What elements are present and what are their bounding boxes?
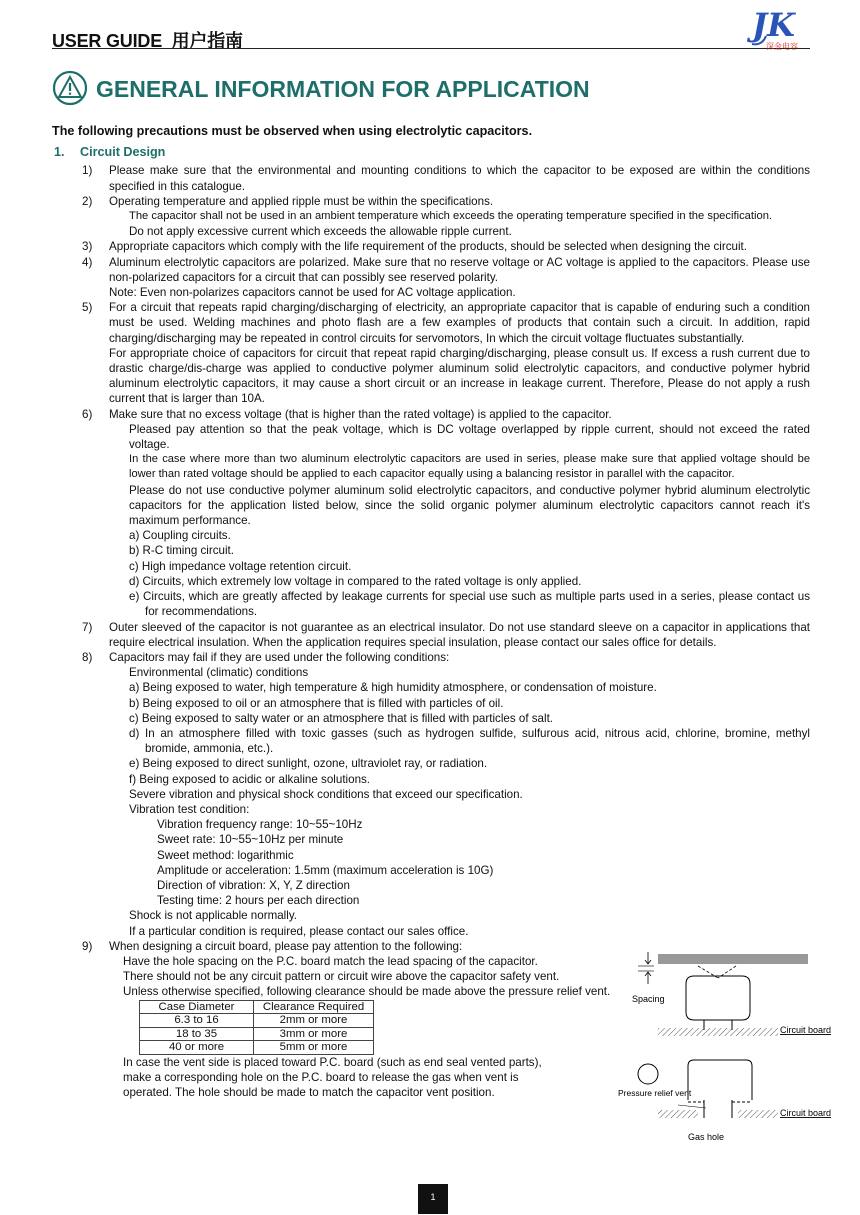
sub-item-a: a) Coupling circuits. <box>129 529 231 543</box>
item-text: Make sure that no excess voltage (that is higher than the rated voltage) is applied to the capacitor. <box>109 407 612 421</box>
vibration-spec: Direction of vibration: X, Y, Z direction <box>157 878 350 892</box>
item-text: When designing a circuit board, please pay attention to the following: <box>109 939 463 953</box>
item-text: Please make sure that the environmental and mounting conditions to which the capacitor to be exposed are within the conditions specified in this catalogue. <box>109 164 810 193</box>
table-cell: 6.3 to 16 <box>140 1014 254 1028</box>
item-number: 3) <box>82 240 93 254</box>
intro-text: The following precautions must be observed when using electrolytic capacitors. <box>52 124 533 138</box>
item-note: Note: Even non-polarizes capacitors cannot be used for AC voltage application. <box>109 286 516 300</box>
item-number: 1) <box>82 164 93 178</box>
item-detail: Pleased pay attention so that the peak voltage, which is DC voltage overlapped by ripple current, should not exceed the rated voltage. <box>129 422 810 452</box>
heading-number: 1. <box>54 145 65 160</box>
sub-item-c: c) Being exposed to salty water or an atmosphere that is filled with particles of salt. <box>129 711 554 725</box>
item-text: Capacitors may fail if they are used under the following conditions: <box>109 650 450 664</box>
table-cell: 18 to 35 <box>140 1027 254 1041</box>
item-number: 5) <box>82 301 93 315</box>
section-title: GENERAL INFORMATION FOR APPLICATION <box>96 76 590 102</box>
item-detail: The capacitor shall not be used in an ambient temperature which exceeds the operating temperature specified in the specification. <box>129 210 773 223</box>
list-item-3 <box>52 239 810 254</box>
list-item-6 <box>52 407 810 620</box>
circuit-board-label-1: Circuit board <box>780 1025 832 1035</box>
list-item-9 <box>52 939 619 1101</box>
table-header: Clearance Required <box>254 1000 374 1014</box>
heading-label: Circuit Design <box>80 145 166 160</box>
list-item-1 <box>52 163 810 193</box>
sub-item-c: c) High impedance voltage retention circuit. <box>129 559 352 573</box>
table-cell: 2mm or more <box>254 1014 374 1028</box>
vibration-spec: Vibration frequency range: 10~55~10Hz <box>157 818 363 832</box>
circuit-board-label-2: Circuit board <box>780 1108 832 1118</box>
table-header: Case Diameter <box>140 1000 254 1014</box>
table-cell: 5mm or more <box>254 1041 374 1055</box>
table-row <box>140 1041 374 1055</box>
item-text: Aluminum electrolytic capacitors are polarized. Make sure that no reserve voltage or AC voltage is applied to the capacitors. Please use non-polarized capacitors for a circuit that can possibly see reserved polarity. <box>109 255 810 284</box>
item-detail: In the case where more than two aluminum electrolytic capacitors are used in series, please make sure that applied voltage should be lower than rated voltage should be applied to each capacitor equally using a balancing resistor in parallel with the capacitor. <box>129 453 810 481</box>
environment-heading: Environmental (climatic) conditions <box>129 666 309 680</box>
page-header <box>52 22 812 50</box>
vibration-spec: Sweet rate: 10~55~10Hz per minute <box>157 833 344 847</box>
logo-text: 深金电容 <box>766 42 798 51</box>
list-item-5 <box>52 300 810 406</box>
capacitor-mounting-diagram <box>618 950 832 1150</box>
item-number: 2) <box>82 194 93 208</box>
heading-circuit-design <box>54 145 810 160</box>
item-detail: Do not apply excessive current which exceeds the allowable ripple current. <box>129 225 512 239</box>
contact-text: If a particular condition is required, please contact our sales office. <box>129 924 469 938</box>
company-logo <box>748 6 812 50</box>
table-cell: 40 or more <box>140 1041 254 1055</box>
list-item-4 <box>52 255 810 301</box>
header-title: USER GUIDE 用户指南 <box>52 31 243 51</box>
item-number: 6) <box>82 407 93 421</box>
page-number: 1 <box>418 1184 448 1214</box>
item-detail: Have the hole spacing on the P.C. board match the lead spacing of the capacitor. <box>123 954 538 968</box>
list-item-2 <box>52 194 810 240</box>
warning-triangle-icon <box>52 70 88 106</box>
sub-item-d: d) In an atmosphere filled with toxic gasses (such as hydrogen sulfide, sulfurous acid, nitrous acid, chlorine, bromine, methyl bromide, ammonia, etc.). <box>129 726 810 756</box>
item-detail: In case the vent side is placed toward P.C. board (such as end seal vented parts), make a corresponding hole on the P.C. board to release the gas when vent is operated. The hole should be made to match the capacitor vent position. <box>123 1055 542 1100</box>
item-number: 7) <box>82 620 93 634</box>
list-item-8 <box>52 650 810 939</box>
logo-mark: JK <box>752 6 795 44</box>
sub-item-a: a) Being exposed to water, high temperature & high humidity atmosphere, or condensation of moisture. <box>129 681 657 695</box>
item-detail: Please do not use conductive polymer aluminum solid electrolytic capacitors, and conductive polymer hybrid aluminum electrolytic capacitors for the application listed below, since the solid organic polymer aluminum electrolytic capacitors cannot reach it's maximum performance. <box>129 483 810 528</box>
item-number: 9) <box>82 939 93 953</box>
item-text: Outer sleeved of the capacitor is not guarantee as an electrical insulator. Do not use standard sleeve on a capacitor in applications that require electrical insulation. When the application requires special insulation, please contact our sales office for details. <box>109 620 810 649</box>
vibration-spec: Amplitude or acceleration: 1.5mm (maximum acceleration is 10G) <box>157 863 494 877</box>
table-cell: 3mm or more <box>254 1027 374 1041</box>
item-number: 4) <box>82 255 93 269</box>
item-number: 8) <box>82 650 93 664</box>
item-text: Operating temperature and applied ripple must be within the specifications. <box>109 194 494 208</box>
sub-item-e: e) Circuits, which are greatly affected by leakage currents for special use such as multiple parts used in a series, please contact us for recommendations. <box>129 590 810 619</box>
sub-item-b: b) Being exposed to oil or an atmosphere that is filled with particles of oil. <box>129 696 504 710</box>
sub-item-f: f) Being exposed to acidic or alkaline solutions. <box>129 772 371 786</box>
item-detail: Unless otherwise specified, following clearance should be made above the pressure relief vent. <box>123 985 611 999</box>
severe-vibration-text: Severe vibration and physical shock conditions that exceed our specification. <box>129 787 523 801</box>
shock-text: Shock is not applicable normally. <box>129 909 297 923</box>
list-item-7 <box>52 620 810 650</box>
item-detail: There should not be any circuit pattern or circuit wire above the capacitor safety vent. <box>123 970 560 984</box>
table-row <box>140 1027 374 1041</box>
item-text: For a circuit that repeats rapid charging/discharging of electricity, an appropriate capacitor that is capable of enduring such a condition must be used. Welding machines and photo flash are a few examples of products that contain such a circuit. In addition, rapid charging/discharging may be repeated in control circuits for servomotors, In which the circuit voltage fluctuates substantially. <box>109 301 810 345</box>
table-header-row <box>140 1000 374 1014</box>
vibration-spec: Sweet method: logarithmic <box>157 848 294 862</box>
item-detail: For appropriate choice of capacitors for circuit that repeat rapid charging/discharging, please consult us. If excess a rush current due to drastic charge/dis-charge was applied to conductive polymer aluminum solid electrolytic capacitors, and conductive polymer hybrid aluminum electrolytic capacitors, it may cause a short circuit or an increase in leakage current. Therefore, Please do not apply a rush current that is larger than 10A. <box>109 346 810 406</box>
sub-item-d: d) Circuits, which extremely low voltage in compared to the rated voltage is only applied. <box>129 574 582 588</box>
vibration-spec: Testing time: 2 hours per each direction <box>157 894 360 908</box>
sub-item-b: b) R-C timing circuit. <box>129 544 235 558</box>
pressure-relief-vent-label: Pressure relief vent <box>618 1088 692 1098</box>
clearance-table <box>139 1000 374 1055</box>
gas-hole-label: Gas hole <box>688 1132 725 1142</box>
item-text: Appropriate capacitors which comply with the life requirement of the products, should be selected when designing the circuit. <box>109 240 748 254</box>
table-row <box>140 1014 374 1028</box>
sub-item-e: e) Being exposed to direct sunlight, ozone, ultraviolet ray, or radiation. <box>129 757 488 771</box>
spacing-label: Spacing <box>632 994 665 1004</box>
vibration-heading: Vibration test condition: <box>129 802 250 816</box>
header-divider <box>52 48 810 49</box>
